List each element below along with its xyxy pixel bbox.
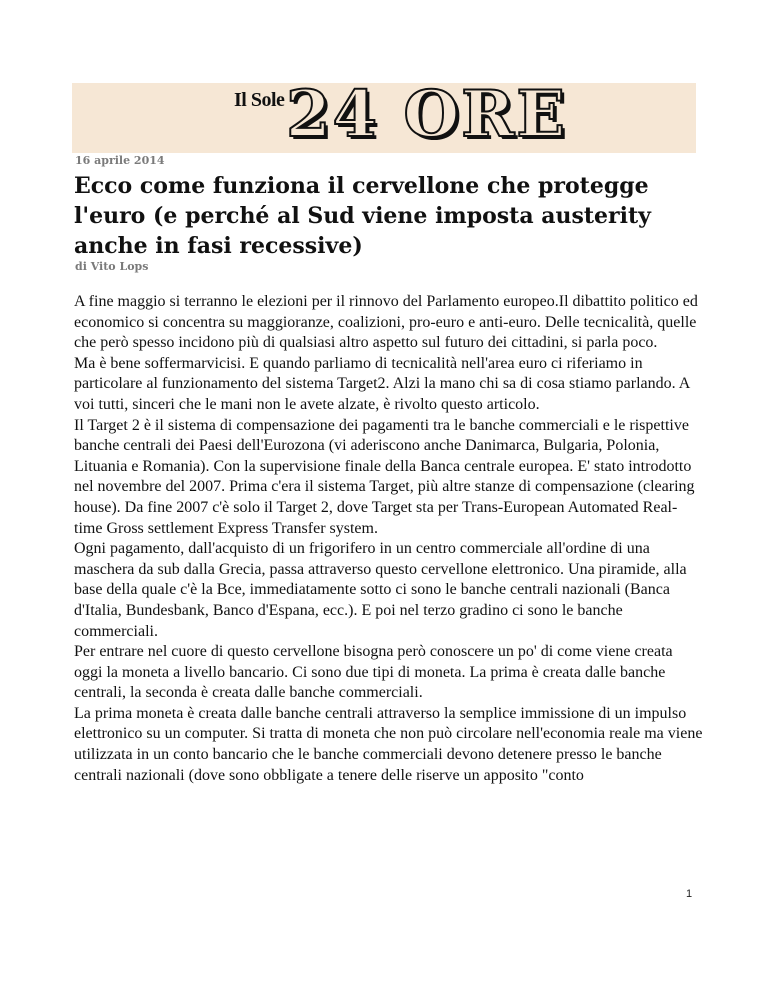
article-paragraph: Ma è bene soffermarvicisi. E quando parliamo di tecnicalità nell'area euro ci riferiamo in particolare al funzionamento del sistema Target2. Alzi la mano chi sa di cosa stiamo parlando. A voi tutti, sinceri che le mani non le avete alzate, è rivolto questo articolo. [74,354,690,413]
article-date: 16 aprile 2014 [75,154,165,167]
masthead-small-logo: Il Sole [234,89,285,111]
article-paragraph: La prima moneta è creata dalle banche centrali attraverso la semplice immissione di un impulso elettronico su un computer. Si tratta di moneta che non può circolare nell'economia reale ma viene utilizzata in un conto bancario che le banche commerciali devono detenere presso le banche centrali nazionali (dove sono obbligate a tenere delle riserve un apposito "conto [74,704,703,784]
masthead-banner [72,77,696,153]
article-paragraph: Ogni pagamento, dall'acquisto di un frigorifero in un centro commerciale all'ordine di una maschera da sub dalla Grecia, passa attraverso questo cervellone elettronico. Una piramide, alla base della quale c'è la Bce, immediatamente sotto ci sono le banche centrali nazionali (Banca d'Italia, Bundesbank, Banco d'Espana, ecc.). E poi nel terzo gradino ci sono le banche commerciali. [74,540,687,640]
article-title: Ecco come funziona il cervellone che protegge l'euro (e perché al Sud viene imposta austerity anche in fasi recessive) [74,173,651,259]
masthead-big-logo: 24 ORE [286,77,568,152]
article-body [74,292,704,786]
article-byline: di Vito Lops [75,260,149,273]
article-paragraph: Il Target 2 è il sistema di compensazione dei pagamenti tra le banche commerciali e le rispettive banche centrali dei Paesi dell'Eurozona (vi aderiscono anche Danimarca, Bulgaria, Polonia, Lituania e Romania). Con la supervisione finale della Banca centrale europea. E' stato introdotto nel novembre del 2007. Prima c'era il sistema Target, più altre stanze di compensazione (clearing house). Da fine 2007 c'è solo il Target 2, dove Target sta per Trans-European Automated Real-time Gross settlement Express Transfer system. [74,416,695,537]
article-paragraph: Per entrare nel cuore di questo cervellone bisogna però conoscere un po' di come viene creata oggi la moneta a livello bancario. Ci sono due tipi di moneta. La prima è creata dalle banche centrali, la seconda è creata dalle banche commerciali. [74,643,673,702]
article-paragraph: A fine maggio si terranno le elezioni per il rinnovo del Parlamento europeo.Il dibattito politico ed economico si concentra su maggioranze, coalizioni, pro-euro e anti-euro. Delle tecnicalità, quelle che però spesso incidono più di qualsiasi altro aspetto sul futuro dei cittadini, si parla poco. [74,293,698,352]
page-number: 1 [686,888,693,900]
